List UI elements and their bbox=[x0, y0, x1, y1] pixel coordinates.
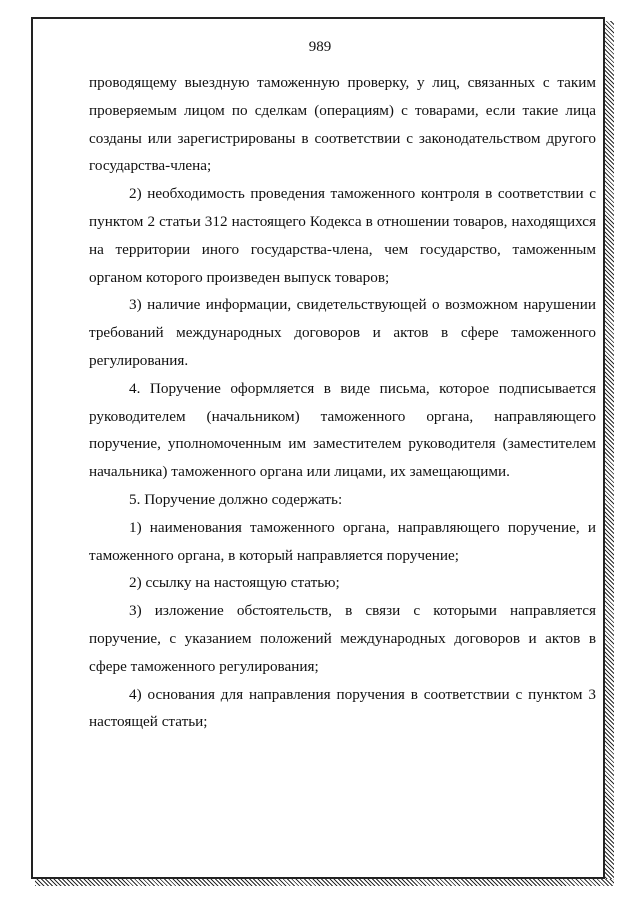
paragraph-continuation: проводящему выездную таможенную проверку, у лиц, связанных с таким проверяемым лицом по сделкам (операциям) с товарами, если такие лица созданы или зарегистрированы в соответствии с законодательством другого государства-члена; bbox=[89, 74, 596, 175]
paragraph-subitem-2: 2) ссылку на настоящую статью; bbox=[129, 574, 340, 592]
page-number: 989 bbox=[308, 39, 332, 55]
document-body bbox=[89, 69, 596, 736]
paragraph-subitem-3: 3) изложение обстоятельств, в связи с которыми направляется поручение, с указанием положений международных договоров и актов в сфере таможенного регулирования; bbox=[89, 602, 596, 675]
paragraph-subitem-1: 1) наименования таможенного органа, направляющего поручение, и таможенного органа, в который направляется поручение; bbox=[89, 518, 596, 564]
paragraph-point-5: 5. Поручение должно содержать: bbox=[129, 490, 343, 508]
paragraph-item-2: 2) необходимость проведения таможенного контроля в соответствии с пунктом 2 статьи 312 настоящего Кодекса в отношении товаров, находящихся на территории иного государства-члена, чем государство, таможенным органом которого произведен выпуск товаров; bbox=[89, 185, 596, 286]
paragraph-item-3: 3) наличие информации, свидетельствующей о возможном нарушении требований международных договоров и актов в сфере таможенного регулирования. bbox=[89, 296, 596, 369]
paragraph-subitem-4: 4) основания для направления поручения в соответствии с пунктом 3 настоящей статьи; bbox=[89, 685, 596, 731]
page-shadow-right bbox=[605, 21, 614, 886]
paragraph-point-4: 4. Поручение оформляется в виде письма, которое подписывается руководителем (начальником) таможенного органа, направляющего поручение, уполномоченным им заместителем руководителя (заместителем начальника) таможенного органа или лицами, их замещающими. bbox=[89, 379, 596, 481]
page-shadow-bottom bbox=[35, 879, 614, 886]
